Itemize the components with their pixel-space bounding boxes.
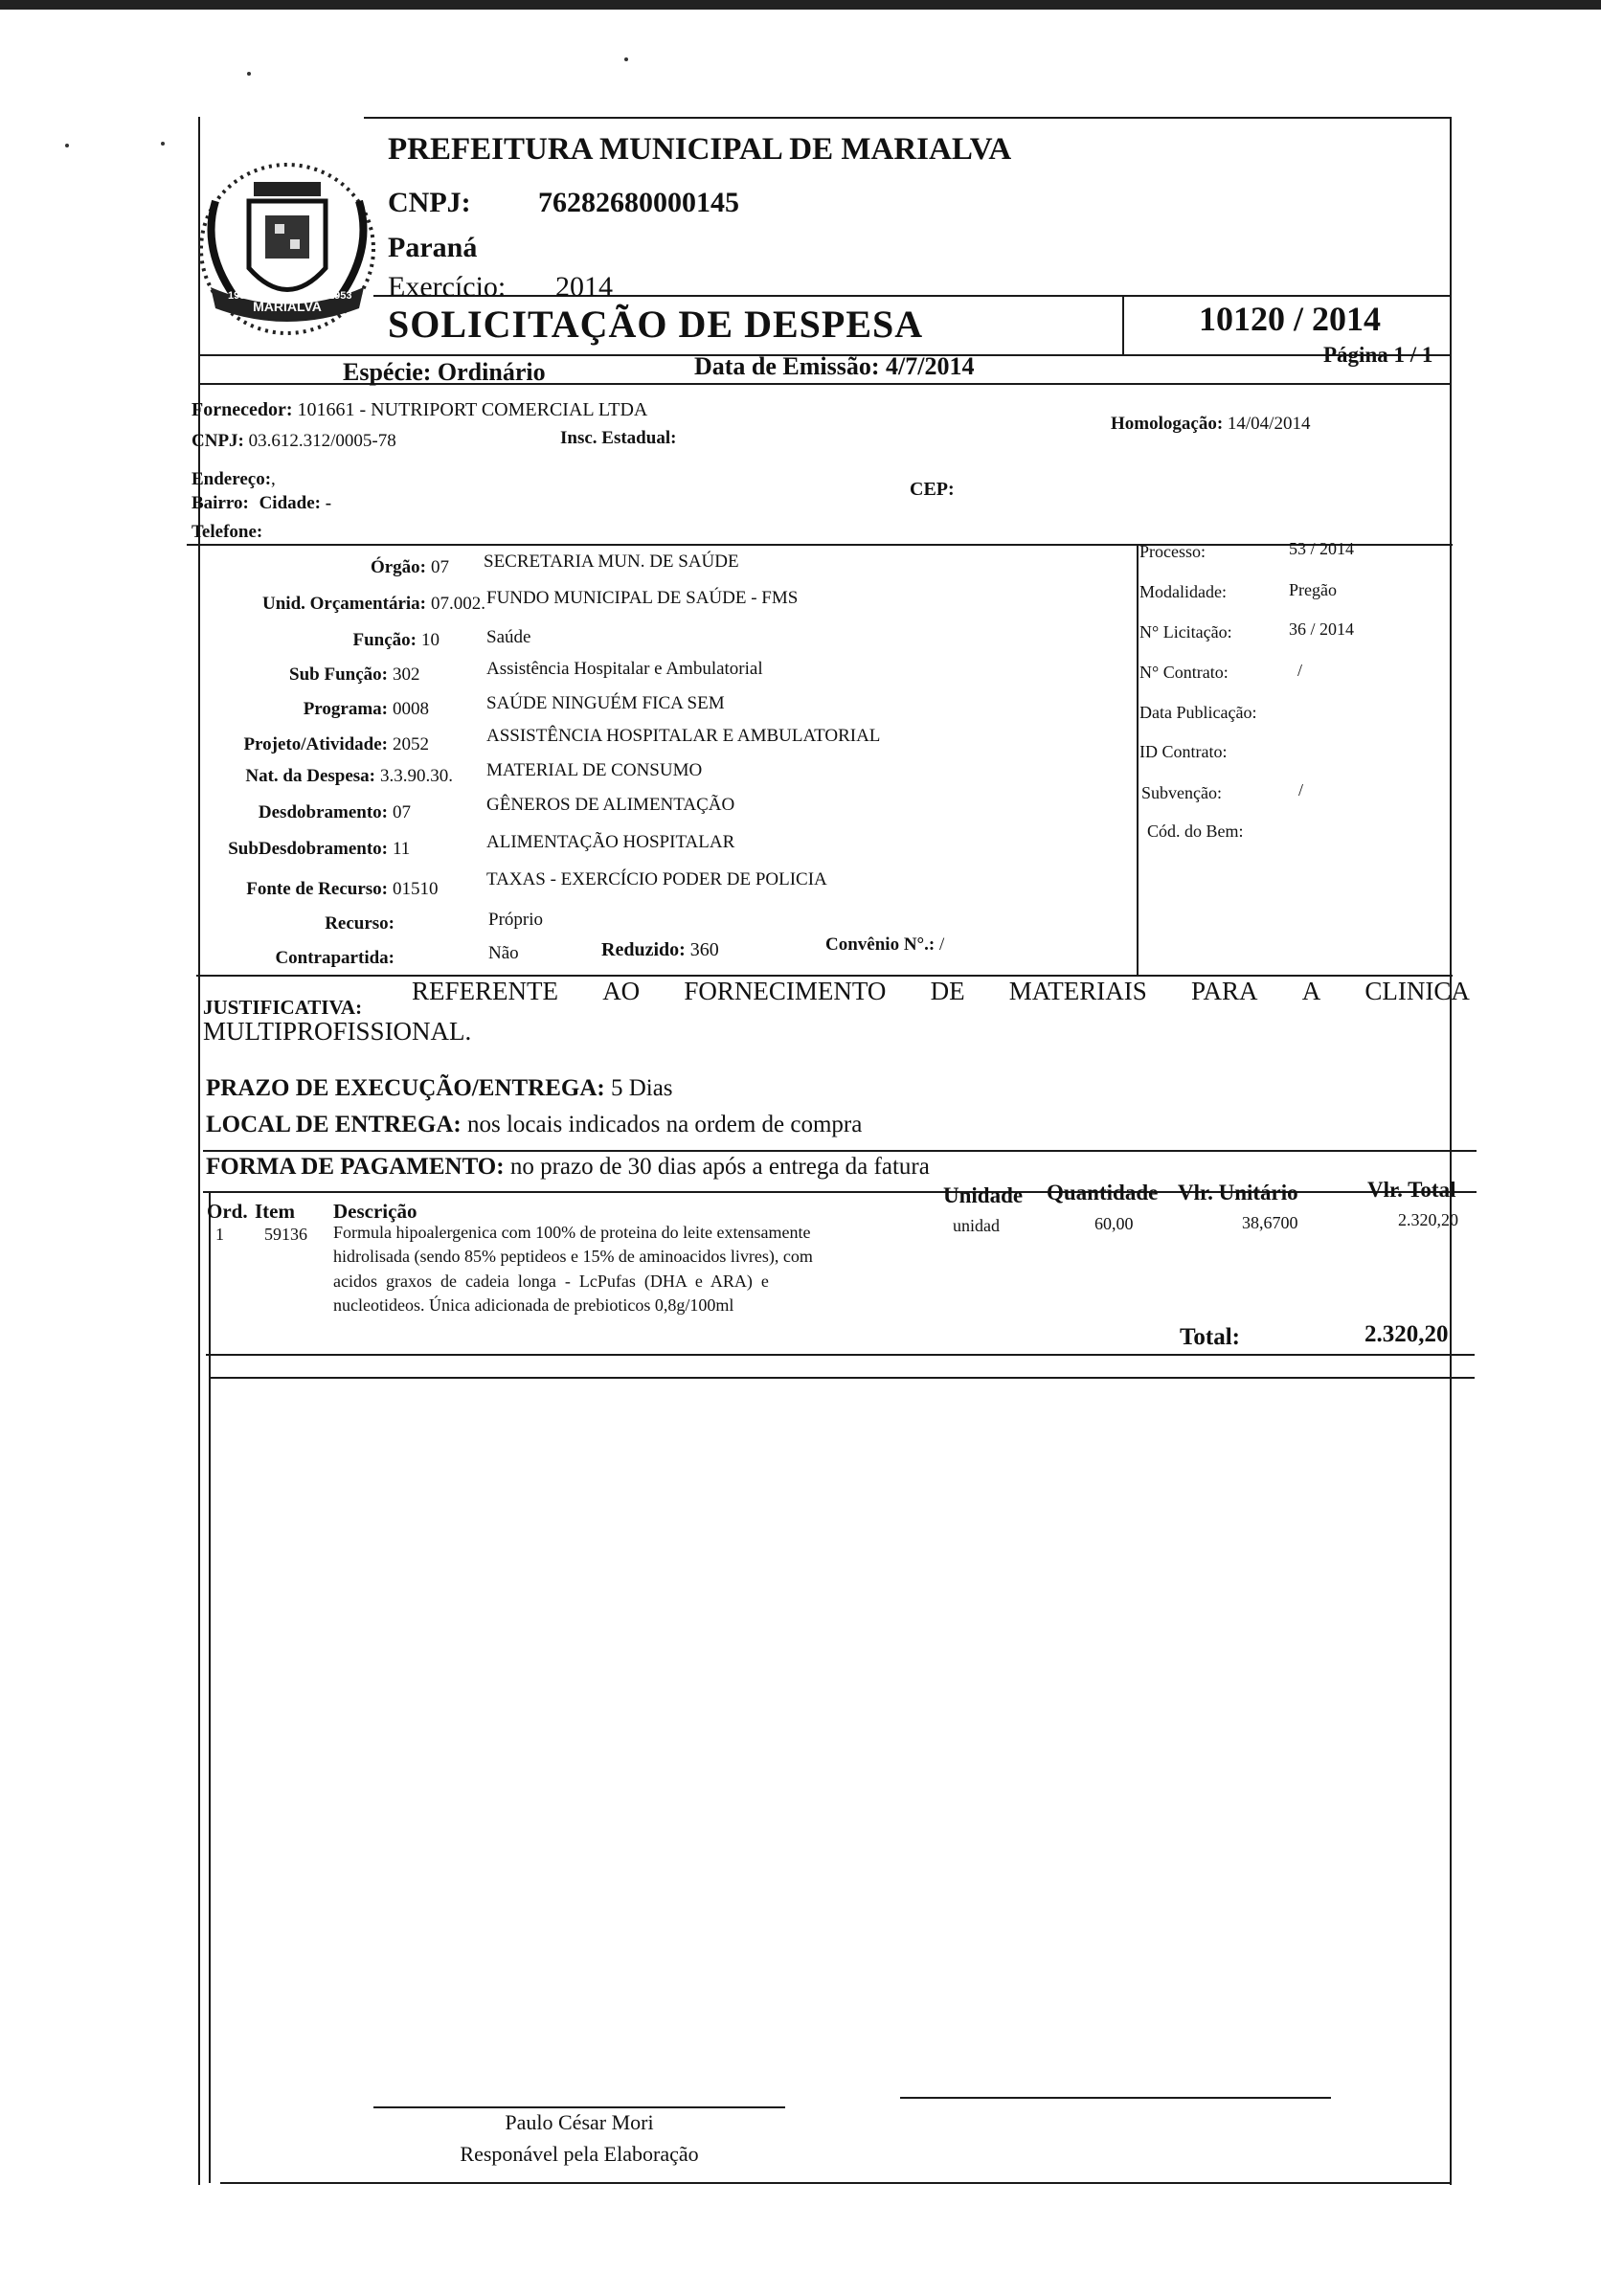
col-unitario-header: Vlr. Unitário (1178, 1181, 1298, 1204)
document-title: SOLICITAÇÃO DE DESPESA (388, 303, 924, 346)
scan-top-edge (0, 0, 1601, 10)
homologacao-value: 14/04/2014 (1227, 414, 1311, 434)
svg-text:1953: 1953 (328, 290, 352, 302)
cidade-label: Cidade: (259, 493, 321, 513)
signature-line-left (373, 2106, 785, 2108)
contrato-label: N° Contrato: (1139, 663, 1229, 682)
col-quantidade-header: Quantidade (1047, 1181, 1159, 1204)
state-name: Paraná (388, 232, 478, 263)
process-box-divider (1137, 544, 1139, 977)
row-quantidade: 60,00 (1094, 1214, 1134, 1233)
subdesdobramento-label: SubDesdobramento: (228, 839, 388, 859)
reduzido-label: Reduzido: (601, 939, 686, 960)
local-entrega-line (206, 1112, 862, 1138)
supplier-bottom-rule (187, 544, 1453, 546)
orgao-code: 07 (431, 557, 449, 577)
prazo-line (206, 1075, 673, 1102)
cidade-value: - (325, 493, 332, 513)
exercicio-label: Exercício: (388, 271, 507, 303)
signatory-name: Paulo César Mori (505, 2110, 654, 2134)
licitacao-label: N° Licitação: (1139, 622, 1232, 642)
justificativa-word: REFERENTE (412, 977, 558, 1005)
cep-label: CEP: (910, 479, 955, 500)
col-descricao-header: Descrição (333, 1200, 417, 1223)
row-unidade: unidad (953, 1216, 1000, 1235)
contrapartida-desc: Não (488, 943, 519, 963)
col-item-header: Item (255, 1200, 295, 1223)
row-item-code: 59136 (264, 1225, 307, 1244)
fonte-recurso-desc: TAXAS - EXERCÍCIO PODER DE POLICIA (486, 869, 827, 889)
bairro-cidade-line (192, 493, 331, 514)
cod-bem-label: Cód. do Bem: (1147, 822, 1244, 841)
nat-despesa-desc: MATERIAL DE CONSUMO (486, 760, 703, 780)
svg-text:1951: 1951 (228, 290, 252, 302)
prazo-value: 5 Dias (610, 1075, 673, 1101)
number-box-divider (1122, 297, 1124, 356)
processo-label: Processo: (1139, 542, 1206, 561)
subvencao-label: Subvenção: (1141, 783, 1222, 802)
desdobramento-code: 07 (393, 802, 411, 822)
id-contrato-label: ID Contrato: (1139, 742, 1228, 761)
pagamento-line (206, 1154, 930, 1181)
row-desc-line: acidos graxos de cadeia longa - LcPufas (DHA e ARA) e (333, 1272, 769, 1291)
funcao-code: 10 (421, 630, 440, 650)
row-desc-line: hidrolisada (sendo 85% peptideos e 15% de aminoacidos livres), com (333, 1247, 813, 1266)
convenio-line (825, 934, 944, 956)
justificativa-word: A (1301, 977, 1321, 1005)
local-entrega-label: LOCAL DE ENTREGA: (206, 1112, 462, 1137)
pagamento-value: no prazo de 30 dias após a entrega da fatura (509, 1154, 930, 1180)
page-indicator: Página 1 / 1 (1323, 343, 1433, 367)
reduzido-line (601, 939, 719, 961)
frame-left-top (198, 117, 200, 2185)
programa-desc: SAÚDE NINGUÉM FICA SEM (486, 693, 725, 713)
frame-bottom (220, 2182, 1451, 2184)
nat-despesa-code: 3.3.90.30. (380, 766, 453, 786)
recurso-desc: Próprio (488, 910, 543, 930)
cnpj-value: 76282680000145 (538, 187, 739, 218)
projeto-atividade-desc: ASSISTÊNCIA HOSPITALAR E AMBULATORIAL (486, 726, 881, 746)
signature-line-right (900, 2097, 1331, 2099)
projeto-atividade-label: Projeto/Atividade: (243, 734, 388, 754)
recurso-label: Recurso: (325, 913, 395, 934)
local-rule (203, 1150, 1477, 1152)
col-unidade-header: Unidade (943, 1183, 1024, 1207)
local-entrega-value: nos locais indicados na ordem de compra (466, 1112, 863, 1137)
justificativa-word: FORNECIMENTO (684, 977, 887, 1005)
convenio-label: Convênio N°.: (825, 934, 936, 955)
especie: Espécie: Ordinário (343, 358, 546, 386)
funcao-label: Função: (352, 630, 417, 650)
modalidade-label: Modalidade: (1139, 582, 1227, 601)
sub-funcao-code: 302 (393, 664, 420, 685)
justificativa-word: CLINICA (1364, 977, 1470, 1005)
homologacao-line (1111, 414, 1310, 435)
cnpj-label: CNPJ: (388, 187, 471, 218)
justificativa-word: PARA (1190, 977, 1258, 1005)
document-number: 10120 / 2014 (1199, 300, 1382, 338)
sub-funcao-desc: Assistência Hospitalar e Ambulatorial (486, 659, 763, 679)
contrapartida-label: Contrapartida: (275, 948, 395, 968)
endereco-value: , (271, 469, 276, 489)
reduzido-value: 360 (689, 939, 719, 960)
svg-text:MARIALVA: MARIALVA (253, 299, 322, 314)
justificativa-word: DE (930, 977, 965, 1005)
total-label: Total: (1180, 1324, 1240, 1350)
col-ord-header: Ord. (207, 1200, 248, 1223)
homologacao-label: Homologação: (1111, 414, 1224, 434)
justificativa-word: MATERIAIS (1008, 977, 1147, 1005)
data-emissao: Data de Emissão: 4/7/2014 (694, 352, 975, 380)
fonte-recurso-label: Fonte de Recurso: (246, 879, 388, 899)
row-desc-line: Formula hipoalergenica com 100% de proteina do leite extensamente (333, 1223, 811, 1242)
contrato-value: / (1297, 661, 1303, 680)
unid-orcamentaria-desc: FUNDO MUNICIPAL DE SAÚDE - FMS (486, 588, 799, 608)
scan-speck (247, 72, 251, 76)
licitacao-value: 36 / 2014 (1289, 619, 1355, 639)
orgao-desc: SECRETARIA MUN. DE SAÚDE (484, 551, 739, 572)
fonte-recurso-code: 01510 (393, 879, 439, 899)
frame-top (364, 117, 1451, 119)
programa-code: 0008 (393, 699, 429, 719)
exercicio-value: 2014 (555, 271, 613, 303)
justificativa-line1 (412, 977, 1470, 1006)
scan-speck (161, 142, 165, 146)
data-publicacao-label: Data Publicação: (1139, 703, 1257, 722)
justificativa-label: JUSTIFICATIVA: (203, 996, 363, 1019)
fornecedor-line (192, 399, 647, 421)
supplier-cnpj-line (192, 431, 396, 452)
scan-speck (624, 57, 628, 61)
convenio-value: / (938, 934, 945, 955)
row-unitario: 38,6700 (1242, 1213, 1298, 1232)
marialva-coat-of-arms-seal (196, 144, 378, 345)
subdesdobramento-code: 11 (393, 839, 411, 859)
subdesdobramento-desc: ALIMENTAÇÃO HOSPITALAR (486, 832, 735, 852)
total-value: 2.320,20 (1364, 1321, 1449, 1347)
justificativa-word: AO (602, 977, 641, 1005)
frame-left-bottom (209, 1191, 211, 2183)
prefeitura-title: PREFEITURA MUNICIPAL DE MARIALVA (388, 132, 1012, 167)
orgao-label: Órgão: (370, 557, 426, 577)
items-bottom-rule (206, 1354, 1475, 1356)
endereco-line (192, 469, 276, 490)
col-total-header: Vlr. Total (1367, 1178, 1456, 1202)
programa-label: Programa: (303, 699, 388, 719)
row-ord: 1 (215, 1225, 224, 1244)
modalidade-value: Pregão (1289, 580, 1337, 599)
header-rule-1 (373, 295, 1451, 297)
fornecedor-value: 101661 - NUTRIPORT COMERCIAL LTDA (297, 399, 648, 420)
nat-despesa-label: Nat. da Despesa: (245, 766, 375, 786)
telefone-label: Telefone: (192, 522, 263, 542)
processo-value: 53 / 2014 (1289, 539, 1355, 558)
endereco-label: Endereço: (192, 469, 272, 489)
desdobramento-label: Desdobramento: (258, 802, 388, 822)
subvencao-value: / (1298, 780, 1304, 799)
bairro-label: Bairro: (192, 493, 249, 513)
insc-estadual-label: Insc. Estadual: (560, 428, 677, 448)
unid-orcamentaria-label: Unid. Orçamentária: (262, 594, 426, 614)
row-desc-line: nucleotideos. Única adicionada de prebioticos 0,8g/100ml (333, 1295, 734, 1315)
justificativa-line2: MULTIPROFISSIONAL. (203, 1017, 472, 1046)
projeto-atividade-code: 2052 (393, 734, 429, 754)
scan-speck (65, 144, 69, 147)
prazo-label: PRAZO DE EXECUÇÃO/ENTREGA: (206, 1075, 605, 1101)
desdobramento-desc: GÊNEROS DE ALIMENTAÇÃO (486, 795, 735, 815)
signatory-role: Responável pela Elaboração (460, 2142, 699, 2166)
totals-bottom-rule (209, 1377, 1475, 1379)
supplier-cnpj-label: CNPJ: (192, 431, 244, 451)
pagamento-label: FORMA DE PAGAMENTO: (206, 1154, 505, 1180)
funcao-desc: Saúde (486, 627, 531, 647)
fornecedor-label: Fornecedor: (192, 399, 293, 420)
unid-orcamentaria-code: 07.002. (431, 594, 485, 614)
supplier-cnpj-value: 03.612.312/0005-78 (248, 431, 396, 451)
row-total: 2.320,20 (1398, 1210, 1458, 1229)
sub-funcao-label: Sub Função: (289, 664, 388, 685)
